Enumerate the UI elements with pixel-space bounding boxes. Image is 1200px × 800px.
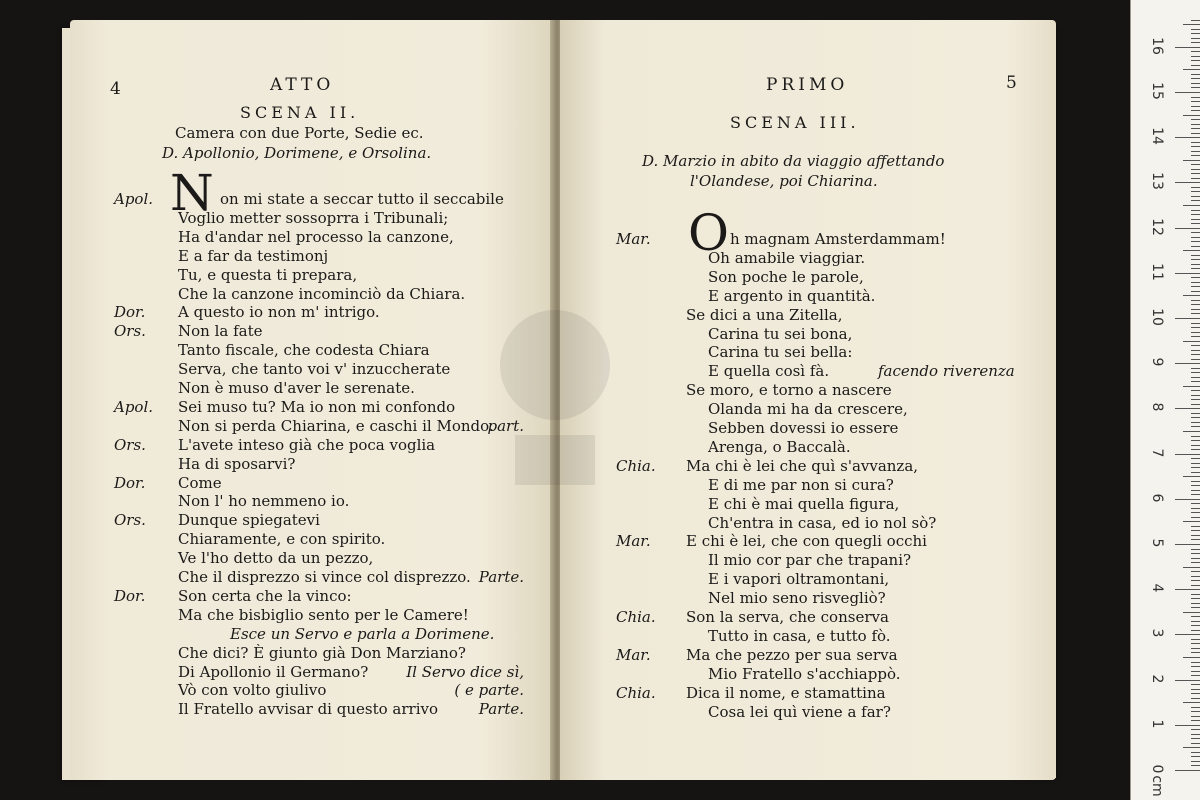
verse-line: Che dici? È giunto già Don Marziano?: [178, 643, 466, 662]
ruler-tick: [1175, 454, 1200, 455]
ruler-tick: [1191, 445, 1200, 446]
ruler-tick: [1175, 363, 1200, 364]
ruler-tick: [1191, 241, 1200, 242]
ruler-tick: [1175, 318, 1200, 319]
ruler-tick: [1191, 689, 1200, 690]
speaker-label: Mar.: [616, 645, 651, 664]
ruler-tick: [1191, 214, 1200, 215]
page-number-right: 5: [1006, 73, 1017, 93]
verse-line: Ha d'andar nel processo la canzone,: [178, 227, 454, 246]
ruler-tick: [1191, 526, 1200, 527]
left-page: [70, 20, 554, 780]
verse-line: Ch'entra in casa, ed io nol sò?: [708, 513, 937, 532]
ruler-tick: [1191, 743, 1200, 744]
ruler-tick: [1191, 74, 1200, 75]
ruler-tick: [1191, 65, 1200, 66]
scene-title-left: SCENA II.: [240, 103, 360, 122]
ruler-number: 5: [1149, 538, 1165, 548]
ruler-tick: [1191, 616, 1200, 617]
ruler-tick: [1191, 648, 1200, 649]
ruler-tick: [1191, 42, 1200, 43]
ruler-tick: [1191, 558, 1200, 559]
ruler-tick: [1191, 652, 1200, 653]
verse-line: E a far da testimonj: [178, 246, 329, 265]
ruler-tick: [1191, 381, 1200, 382]
ruler-tick: [1183, 69, 1200, 70]
ruler-tick: [1191, 332, 1200, 333]
verse-line: E di me par non si cura?: [708, 475, 894, 494]
ruler-tick: [1191, 481, 1200, 482]
ruler-tick: [1191, 237, 1200, 238]
ruler-number: 6: [1149, 493, 1165, 503]
verse-line: Il Fratello avvisar di questo arrivo: [178, 700, 438, 719]
ruler-tick: [1191, 259, 1200, 260]
verse-line: Ma chi è lei che quì s'avvanza,: [686, 456, 919, 475]
ruler-tick: [1191, 625, 1200, 626]
ruler-tick: [1191, 38, 1200, 39]
verse-line: Tutto in casa, e tutto fò.: [708, 626, 891, 645]
verse-line: Serva, che tanto voi v' inzuccherate: [178, 360, 451, 379]
ruler-tick: [1191, 173, 1200, 174]
speaker-label: Mar.: [616, 532, 651, 551]
ruler-tick: [1191, 29, 1200, 30]
ruler-tick: [1191, 399, 1200, 400]
verse-line: Di Apollonio il Germano?: [178, 662, 369, 681]
ruler-tick: [1191, 359, 1200, 360]
stage-note: Parte.: [478, 568, 524, 586]
verse-line: Sei muso tu? Ma io non mi confondo: [178, 397, 456, 416]
ruler-tick: [1191, 187, 1200, 188]
ruler-tick: [1191, 517, 1200, 518]
ruler-tick: [1191, 539, 1200, 540]
ruler-tick: [1191, 286, 1200, 287]
ruler-tick: [1183, 702, 1200, 703]
running-header-right: PRIMO: [766, 75, 849, 95]
ruler-tick: [1191, 20, 1200, 21]
ruler-tick: [1191, 490, 1200, 491]
verse-line: Cosa lei quì viene a far?: [708, 702, 891, 721]
ruler-number: 8: [1149, 402, 1165, 412]
ruler-tick: [1191, 467, 1200, 468]
ruler-tick: [1191, 607, 1200, 608]
ruler-tick: [1183, 521, 1200, 522]
verse-line: Non la fate: [178, 322, 263, 341]
ruler-tick: [1183, 295, 1200, 296]
ruler-tick: [1191, 404, 1200, 405]
ruler-tick: [1191, 51, 1200, 52]
verse-line: Come: [178, 473, 222, 492]
ruler-tick: [1191, 128, 1200, 129]
verse-line: Oh amabile viaggiar.: [708, 248, 866, 267]
ruler-tick: [1183, 250, 1200, 251]
ruler-tick: [1191, 571, 1200, 572]
ruler-tick: [1191, 191, 1200, 192]
ruler-tick: [1191, 372, 1200, 373]
stage-note: part.: [487, 416, 524, 435]
ruler-tick: [1191, 576, 1200, 577]
ruler-tick: [1191, 336, 1200, 337]
ruler-tick: [1175, 770, 1200, 771]
ruler-tick: [1191, 643, 1200, 644]
ruler-tick: [1191, 124, 1200, 125]
ruler-tick: [1175, 680, 1200, 681]
verse-line: Olanda mi ha da crescere,: [708, 400, 908, 419]
ruler-tick: [1191, 503, 1200, 504]
ruler-tick: [1183, 341, 1200, 342]
ruler-tick: [1183, 160, 1200, 161]
ruler-number: 13: [1149, 172, 1165, 191]
stage-note: ( e parte.: [454, 681, 524, 700]
ruler-tick: [1175, 544, 1200, 545]
verse-line: Tanto fiscale, che codesta Chiara: [178, 341, 430, 360]
ruler-tick: [1183, 24, 1200, 25]
ruler-tick: [1191, 196, 1200, 197]
ruler-tick: [1191, 33, 1200, 34]
ruler-tick: [1191, 463, 1200, 464]
ruler-tick: [1191, 219, 1200, 220]
ruler-tick: [1191, 512, 1200, 513]
ruler-tick: [1191, 765, 1200, 766]
ruler-tick: [1191, 458, 1200, 459]
ruler-number: 3: [1149, 628, 1165, 638]
ruler-tick: [1191, 603, 1200, 604]
ruler-tick: [1191, 711, 1200, 712]
scene-characters: D. Apollonio, Dorimene, e Orsolina.: [162, 144, 432, 162]
ruler-tick: [1175, 47, 1200, 48]
ruler-tick: [1183, 386, 1200, 387]
ruler-number: 11: [1149, 262, 1165, 281]
ruler-tick: [1191, 720, 1200, 721]
ruler-tick: [1191, 436, 1200, 437]
ruler-tick: [1191, 666, 1200, 667]
ruler-tick: [1191, 327, 1200, 328]
ruler-tick: [1191, 119, 1200, 120]
verse-line: Ha di sposarvi?: [178, 454, 296, 473]
ruler-tick: [1191, 684, 1200, 685]
ruler-tick: [1175, 228, 1200, 229]
verse-line: E chi è mai quella figura,: [708, 494, 900, 513]
verse-line: Chiaramente, e con spirito.: [178, 530, 386, 549]
open-book: [56, 20, 1056, 780]
verse-line: Son poche le parole,: [708, 267, 864, 286]
verse-line: Tu, e questa ti prepara,: [178, 265, 358, 284]
ruler-tick: [1191, 580, 1200, 581]
ruler-tick: [1183, 612, 1200, 613]
ruler-tick: [1191, 390, 1200, 391]
ruler-tick: [1191, 304, 1200, 305]
ruler-tick: [1191, 707, 1200, 708]
ruler-tick: [1191, 716, 1200, 717]
ruler-tick: [1175, 92, 1200, 93]
ruler-tick: [1191, 106, 1200, 107]
ruler-tick: [1191, 268, 1200, 269]
measurement-ruler: [1130, 0, 1200, 800]
drop-cap-left: N: [170, 164, 214, 222]
speaker-label: Ors.: [114, 511, 146, 530]
ruler-tick: [1191, 675, 1200, 676]
verse-line: Ve l'ho detto da un pezzo,: [178, 549, 374, 568]
verse-line: Nel mio seno risvegliò?: [708, 589, 886, 608]
verse-line: Che il disprezzo si vince col disprezzo.: [178, 568, 471, 586]
ruler-number: 14: [1149, 127, 1165, 146]
speaker-label: Apol.: [114, 397, 154, 416]
ruler-tick: [1191, 277, 1200, 278]
ruler-tick: [1191, 553, 1200, 554]
speaker-label: Chia.: [616, 456, 656, 475]
ruler-tick: [1191, 621, 1200, 622]
ruler-tick: [1191, 146, 1200, 147]
ruler-tick: [1191, 60, 1200, 61]
ruler-number: 1: [1149, 719, 1165, 729]
ruler-tick: [1191, 110, 1200, 111]
ruler-tick: [1183, 657, 1200, 658]
verse-line: Son certa che la vinco:: [178, 586, 352, 605]
ruler-tick: [1175, 589, 1200, 590]
stage-direction: Esce un Servo e parla a Dorimene.: [230, 624, 495, 643]
ruler-tick: [1175, 182, 1200, 183]
ruler-tick: [1191, 598, 1200, 599]
ruler-tick: [1191, 246, 1200, 247]
ruler-tick: [1191, 472, 1200, 473]
ruler-tick: [1191, 761, 1200, 762]
ruler-tick: [1175, 408, 1200, 409]
running-header-left: ATTO: [270, 75, 335, 95]
ruler-tick: [1191, 178, 1200, 179]
speaker-label: Ors.: [114, 322, 146, 341]
speaker-label: Chia.: [616, 683, 656, 702]
ruler-tick: [1191, 639, 1200, 640]
verse-line: Sebben dovessi io essere: [708, 419, 899, 437]
ruler-tick: [1191, 169, 1200, 170]
ruler-tick: [1191, 738, 1200, 739]
verse-line: Dica il nome, e stamattina: [686, 683, 886, 702]
ruler-tick: [1191, 255, 1200, 256]
ruler-tick: [1191, 485, 1200, 486]
verse-line: Dunque spiegatevi: [178, 511, 320, 530]
drop-cap-right: O: [688, 204, 729, 262]
scene-setting-line-1: D. Marzio in abito da viaggio affettando: [642, 152, 945, 170]
stage-note: facendo riverenza: [878, 362, 1015, 381]
ruler-tick: [1191, 729, 1200, 730]
verse-line: h magnam Amsterdammam!: [730, 230, 946, 248]
ruler-tick: [1175, 273, 1200, 274]
ruler-tick: [1191, 585, 1200, 586]
ruler-tick: [1183, 476, 1200, 477]
ruler-number: 2: [1149, 674, 1165, 684]
ruler-tick: [1191, 101, 1200, 102]
verse-line: on mi state a seccar tutto il seccabile: [220, 190, 504, 208]
ruler-tick: [1191, 291, 1200, 292]
ruler-tick: [1191, 210, 1200, 211]
ruler-tick: [1191, 87, 1200, 88]
ruler-tick: [1183, 567, 1200, 568]
ruler-tick: [1191, 350, 1200, 351]
ruler-tick: [1191, 530, 1200, 531]
ruler-unit: cm: [1149, 775, 1165, 797]
ruler-tick: [1191, 440, 1200, 441]
scene-setting-line-2: l'Olandese, poi Chiarina.: [690, 172, 878, 190]
ruler-tick: [1191, 56, 1200, 57]
verse-line: Son la serva, che conserva: [686, 608, 889, 626]
ruler-tick: [1191, 309, 1200, 310]
right-page: [560, 20, 1056, 780]
ruler-tick: [1191, 426, 1200, 427]
verse-line: A questo io non m' intrigo.: [178, 303, 380, 322]
page-number-left: 4: [110, 79, 121, 99]
ruler-tick: [1191, 78, 1200, 79]
ruler-number: 10: [1149, 308, 1165, 326]
verse-line: Mio Fratello s'acchiappò.: [708, 664, 901, 683]
ruler-tick: [1191, 549, 1200, 550]
ruler-tick: [1191, 155, 1200, 156]
ruler-tick: [1183, 115, 1200, 116]
verse-line: L'avete inteso già che poca voglia: [178, 435, 436, 454]
ruler-number: 7: [1149, 448, 1165, 458]
ruler-tick: [1175, 634, 1200, 635]
verse-line: E i vapori oltramontani,: [708, 570, 890, 589]
ruler-tick: [1191, 377, 1200, 378]
speaker-label: Apol.: [114, 190, 154, 208]
ruler-tick: [1175, 137, 1200, 138]
ruler-tick: [1191, 630, 1200, 631]
scene-setting: Camera con due Porte, Sedie ec.: [175, 124, 424, 142]
ruler-tick: [1183, 747, 1200, 748]
verse-line: Non si perda Chiarina, e caschi il Mondo.: [178, 416, 494, 435]
verse-line: Arenga, o Baccalà.: [708, 437, 851, 456]
ruler-tick: [1191, 200, 1200, 201]
speaker-label: Dor.: [114, 473, 146, 492]
verse-line: E argento in quantità.: [708, 286, 876, 305]
ruler-tick: [1191, 323, 1200, 324]
verse-line: Ma che bisbiglio sento per le Camere!: [178, 605, 469, 624]
ruler-tick: [1191, 698, 1200, 699]
ruler-tick: [1191, 417, 1200, 418]
verse-line: Ma che pezzo per sua serva: [686, 645, 898, 664]
ruler-tick: [1191, 142, 1200, 143]
verse-line: Non l' ho nemmeno io.: [178, 492, 350, 511]
ruler-tick: [1191, 313, 1200, 314]
ruler-tick: [1175, 499, 1200, 500]
ruler-tick: [1191, 354, 1200, 355]
scene-title-right: SCENA III.: [730, 113, 860, 132]
ruler-tick: [1191, 264, 1200, 265]
ruler-tick: [1191, 449, 1200, 450]
ruler-tick: [1191, 133, 1200, 134]
speaker-label: Mar.: [616, 230, 651, 248]
verse-line: Vò con volto giulivo: [178, 681, 327, 700]
ruler-number: 16: [1149, 36, 1165, 55]
ruler-tick: [1191, 232, 1200, 233]
stage-note: Il Servo dice sì,: [406, 662, 524, 681]
verse-line: Se moro, e torno a nascere: [686, 381, 892, 400]
ruler-tick: [1191, 368, 1200, 369]
ruler-number: 15: [1149, 82, 1165, 100]
ruler-tick: [1191, 151, 1200, 152]
ruler-tick: [1191, 83, 1200, 84]
verse-line: Carina tu sei bona,: [708, 324, 853, 343]
ruler-tick: [1191, 282, 1200, 283]
ruler-tick: [1191, 756, 1200, 757]
ruler-number: 0: [1149, 764, 1165, 774]
verse-line: Carina tu sei bella:: [708, 343, 853, 362]
verse-line: Il mio cor par che trapani?: [708, 551, 912, 570]
verse-line: E chi è lei, che con quegli occhi: [686, 532, 927, 551]
ruler-tick: [1191, 494, 1200, 495]
speaker-label: Chia.: [616, 608, 656, 626]
stage-note: Parte.: [478, 700, 524, 719]
ruler-number: 4: [1149, 583, 1165, 593]
ruler-tick: [1183, 205, 1200, 206]
ruler-tick: [1191, 97, 1200, 98]
speaker-label: Dor.: [114, 303, 146, 322]
ruler-number: 12: [1149, 217, 1165, 236]
ruler-tick: [1191, 734, 1200, 735]
ruler-tick: [1191, 300, 1200, 301]
ruler-tick: [1191, 422, 1200, 423]
ruler-tick: [1191, 223, 1200, 224]
verse-line: Che la canzone incominciò da Chiara.: [178, 284, 466, 303]
verse-line: Non è muso d'aver le serenate.: [178, 379, 415, 397]
ruler-tick: [1191, 752, 1200, 753]
ruler-tick: [1191, 594, 1200, 595]
ruler-tick: [1191, 671, 1200, 672]
ruler-tick: [1191, 662, 1200, 663]
verse-line: E quella così fà.: [708, 362, 830, 381]
ruler-tick: [1191, 413, 1200, 414]
ruler-number: 9: [1149, 357, 1165, 367]
verse-line: Voglio metter sossoprra i Tribunali;: [178, 208, 449, 227]
ruler-tick: [1191, 164, 1200, 165]
speaker-label: Ors.: [114, 435, 146, 454]
ruler-tick: [1191, 345, 1200, 346]
ruler-tick: [1183, 431, 1200, 432]
ruler-tick: [1175, 725, 1200, 726]
ruler-tick: [1191, 508, 1200, 509]
verse-line: Se dici a una Zitella,: [686, 305, 843, 324]
ruler-tick: [1191, 693, 1200, 694]
ruler-tick: [1191, 562, 1200, 563]
ruler-tick: [1191, 395, 1200, 396]
speaker-label: Dor.: [114, 586, 146, 605]
ruler-tick: [1191, 535, 1200, 536]
